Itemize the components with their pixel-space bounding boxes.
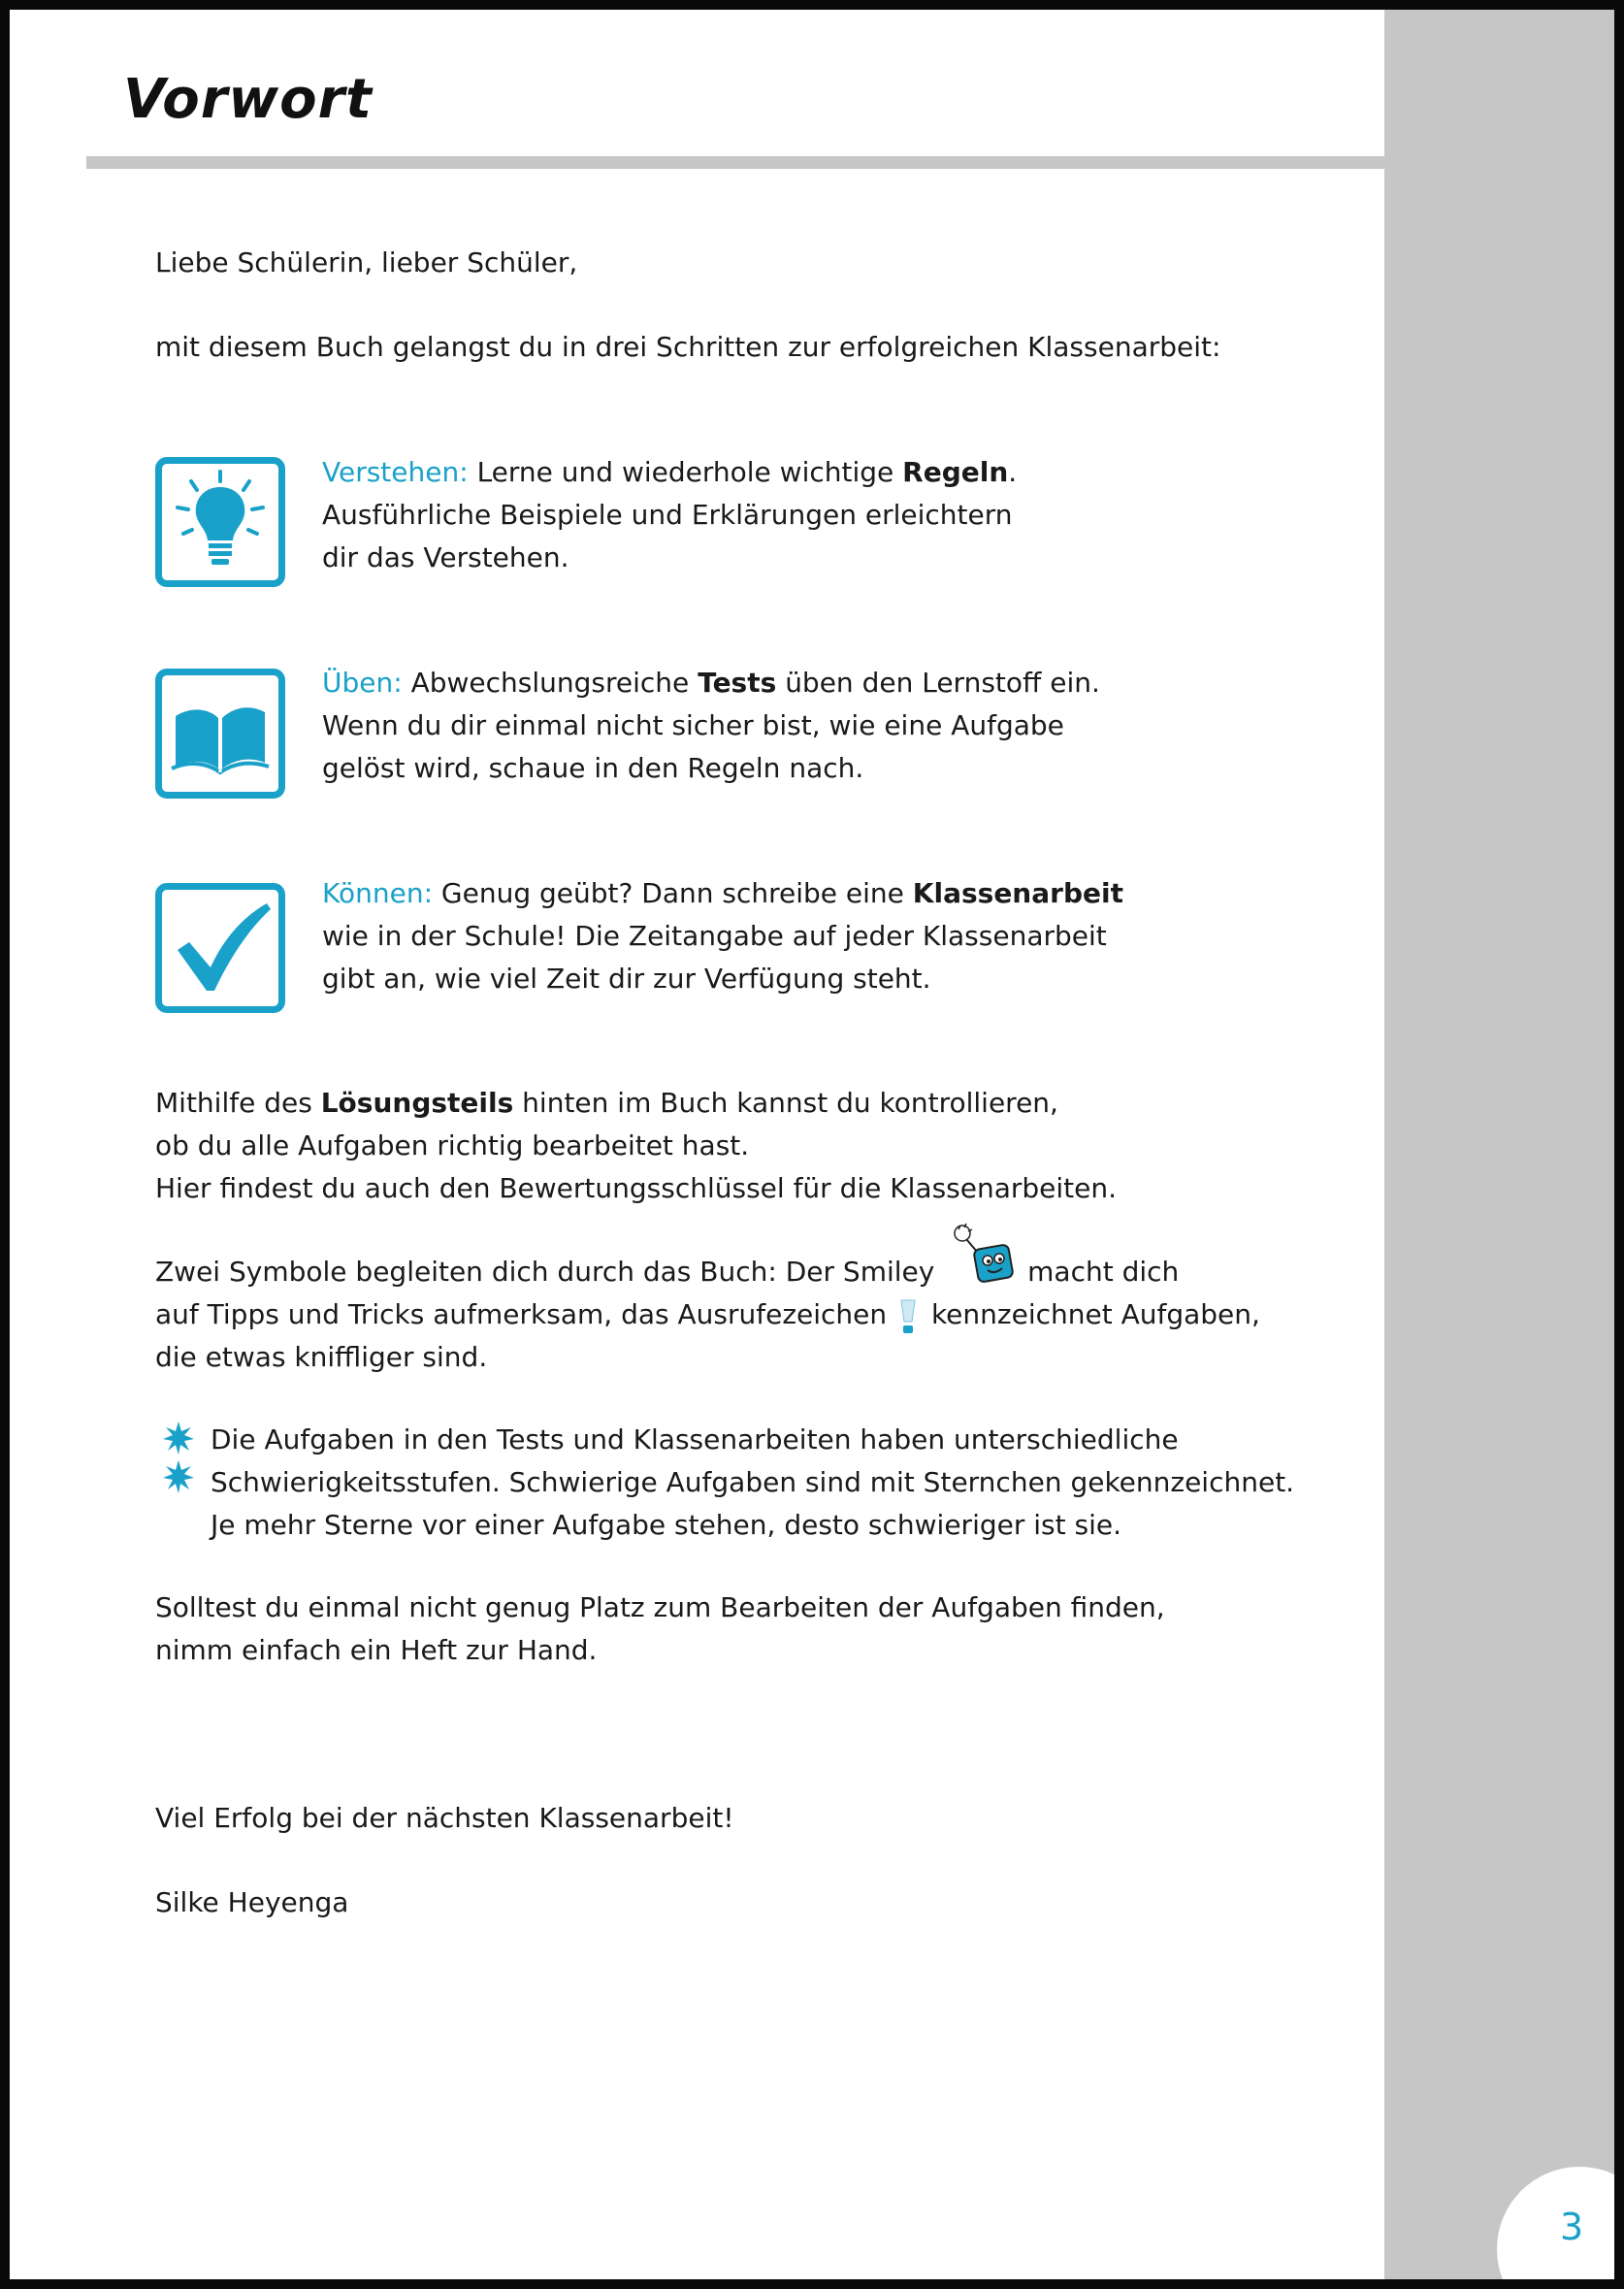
solutions-bold-term: Lösungsteils bbox=[320, 1087, 514, 1119]
symbols-text-part: Zwei Symbole begleiten dich durch das Buch: Der Smiley bbox=[155, 1256, 935, 1288]
page-number: 3 bbox=[1560, 2206, 1584, 2248]
author: Silke Heyenga bbox=[155, 1886, 349, 1918]
feature-text-part: Lerne und wiederhole wichtige bbox=[476, 456, 894, 488]
lightbulb-icon bbox=[155, 457, 285, 587]
feature-bold-term: Tests bbox=[698, 667, 777, 699]
feature-text-part: üben den Lernstoff ein. bbox=[785, 667, 1100, 699]
intro: mit diesem Buch gelangst du in drei Schritten zur erfolgreichen Klassenarbeit: bbox=[155, 331, 1221, 363]
feature-understand-line2: Ausführliche Beispiele und Erklärungen erleichtern bbox=[322, 499, 1013, 531]
feature-label: Üben: bbox=[322, 667, 403, 699]
solutions-line3: Hier findest du auch den Bewertungsschlüssel für die Klassenarbeiten. bbox=[155, 1172, 1118, 1204]
feature-master-line1 bbox=[322, 872, 1123, 915]
symbols-text-part: auf Tipps und Tricks aufmerksam, das Ausrufezeichen bbox=[155, 1298, 888, 1330]
symbols-text-part: kennzeichnet Aufgaben, bbox=[930, 1298, 1260, 1330]
open-book-icon bbox=[155, 669, 285, 799]
feature-master-line3: gibt an, wie viel Zeit dir zur Verfügung steht. bbox=[322, 963, 931, 995]
solutions-text-part: Mithilfe des bbox=[155, 1087, 312, 1119]
space-line2: nimm einfach ein Heft zur Hand. bbox=[155, 1634, 598, 1666]
symbols-text-part: macht dich bbox=[1027, 1256, 1180, 1288]
symbols-line3: die etwas kniffliger sind. bbox=[155, 1341, 488, 1373]
solutions-line1 bbox=[155, 1082, 1058, 1125]
difficulty-line1: Die Aufgaben in den Tests und Klassenarbeiten haben unterschiedliche bbox=[211, 1423, 1179, 1455]
feature-practice-line1 bbox=[322, 662, 1100, 704]
feature-text-part: . bbox=[1008, 456, 1018, 488]
solutions-line2: ob du alle Aufgaben richtig bearbeitet hast. bbox=[155, 1129, 750, 1161]
page-title: Vorwort bbox=[123, 68, 373, 131]
difficulty-stars-icon bbox=[161, 1420, 196, 1497]
feature-text-part: Abwechslungsreiche bbox=[410, 667, 690, 699]
feature-practice-line3: gelöst wird, schaue in den Regeln nach. bbox=[322, 752, 864, 784]
feature-label: Verstehen: bbox=[322, 456, 469, 488]
greeting: Liebe Schülerin, lieber Schüler, bbox=[155, 246, 578, 278]
feature-understand-line3: dir das Verstehen. bbox=[322, 541, 569, 573]
symbols-line2 bbox=[155, 1293, 1260, 1337]
feature-label: Können: bbox=[322, 877, 433, 909]
feature-master-line2: wie in der Schule! Die Zeitangabe auf jeder Klassenarbeit bbox=[322, 920, 1107, 952]
closing: Viel Erfolg bei der nächsten Klassenarbeit! bbox=[155, 1802, 734, 1834]
feature-bold-term: Regeln bbox=[902, 456, 1009, 488]
space-line1: Solltest du einmal nicht genug Platz zum Bearbeiten der Aufgaben finden, bbox=[155, 1591, 1165, 1623]
checkmark-icon bbox=[155, 883, 285, 1013]
symbols-line1 bbox=[155, 1251, 1179, 1293]
feature-bold-term: Klassenarbeit bbox=[912, 877, 1123, 909]
difficulty-line2: Schwierigkeitsstufen. Schwierige Aufgaben sind mit Sternchen gekennzeichnet. bbox=[211, 1466, 1295, 1498]
title-divider bbox=[86, 156, 1384, 169]
exclamation-icon bbox=[897, 1294, 919, 1337]
smiley-icon bbox=[949, 1220, 1017, 1288]
difficulty-line3: Je mehr Sterne vor einer Aufgabe stehen, desto schwieriger ist sie. bbox=[211, 1509, 1121, 1541]
feature-understand-line1 bbox=[322, 451, 1017, 494]
feature-practice-line2: Wenn du dir einmal nicht sicher bist, wie eine Aufgabe bbox=[322, 709, 1064, 741]
feature-text-part: Genug geübt? Dann schreibe eine bbox=[440, 877, 904, 909]
side-panel bbox=[1384, 10, 1624, 2279]
solutions-text-part: hinten im Buch kannst du kontrollieren, bbox=[522, 1087, 1058, 1119]
